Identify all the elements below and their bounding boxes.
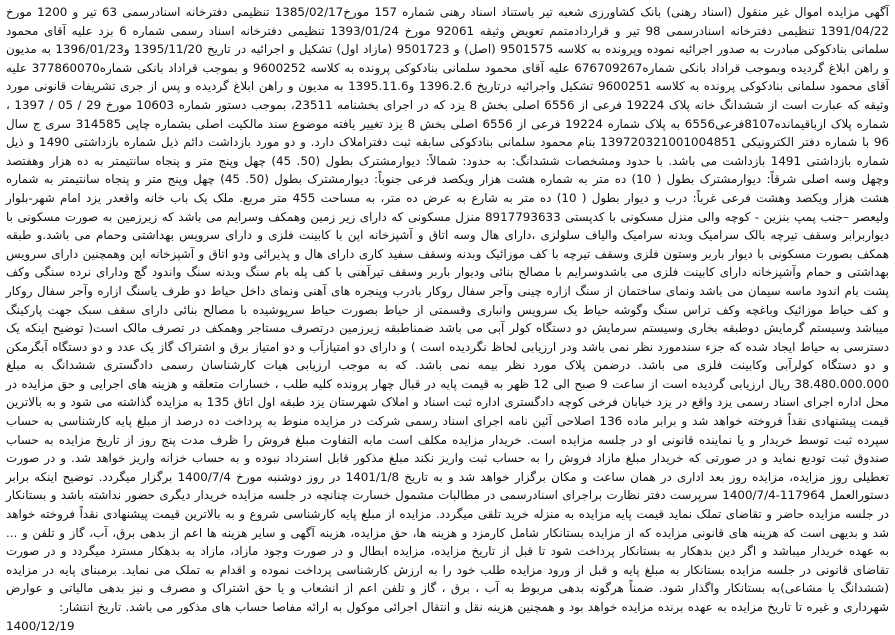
publish-date: 1400/12/19 [6, 618, 75, 633]
notice-body-text: آگهی مزایده اموال غیر منقول (اسناد رهنی) بانک کشاورزی شعبه تیر باستناد اسناد رهنی شماره 157 مورخ1385/02/17 تنظیمی دفترخانه اسنادرسمی 63 تیر و 1200 مورخ 1391/04/22 تنظیمی دفترخانه اسنادرسمی 98 تیر و قراردادمتمم تعویض وثیقه 92061 مورخ 1393/01/24 تنظیمی دفترخانه اسناد رسمی شماره 6 بزد علیه آقای محمود سلمانی بنادکوکی مبادرت به صدور اجرائیه نموده وپرونده به کلاسه 9501575 (اصل) و 9501723 (مازاد اول) تشکیل و اجرائیه در تاریخ 1395/11/20 و1396/01/23 به مدیون و راهن ابلاغ گردیده وبموجب قراداد بانکی شماره676709267 علیه آقای محمود سلمانی بنادکوکی پرونده به کلاسه 9600252 و بموجب قراداد بانکی شماره377860070 علیه آقای محمود سلمانی بنادکوکی پرونده به کلاسه 9600251 تشکیل واجرائیه درتاریخ 1396.2.6 و1395.11.6 به مدیون و راهن ابلاغ گردیده و پس از جری تشریفات قانونی مورد وثیقه که عبارت است از ششدانگ خانه پلاک 19224 فرعی از 6556 اصلی بخش 8 یزد که در اجرای بخشنامه 23511، بموجب دستور شماره 10603 مورخ 29 / 05 / 1397 ، شماره پلاک ازباقیمانده8107فرعی6556 به پلاک شماره 19224 فرعی از 6556 اصلی بخش 8 یزد تغییر یافته موضوع سند مالکیت اصلی بشماره چاپی 314585 سری ج سال 96 با شماره دفتر الکترونیکی 139720321001004851 بنام محمود سلمانی بنادکوکی سابقه ثبت دفتراملاک دارد. و دو مورد بازداشت دائم ذیل شماره بازداشتی 1490 و ذیل شماره بازداشتی 1491 بازداشت می باشد. با حدود ومشخصات ششدانگ: به حدود: شمالاً: دیوارمشترک بطول (50. 45) چهل وپنج متر و پنجاه سانتیمتر به ده هزار وهفتصد وچهل وسه اصلی شرقاً: دیوارمشترک بطول ( 10) ده متر به شماره هشت هزار ویکصد فرعی جنوباً: دیوارمشترک بطول (50. 45) چهل وپنج متر و پنجاه سانتیمتر به شماره هشت هزار ویکصد وهشت فرعی غرباً: درب و دیوار بطول ( 10) ده متر به شارع به عرض ده متر، به مساحت 455 متر مربع. ملک یک باب خانه واقعدر یزد امام شهر-بلوار ولیعصر –جنب پمپ بنزین - کوچه والی منزل مسکونی با کدپستی 8917793633 منزل مسکونی که دارای زیر زمین وهمکف وسرایم می باشد که زیرزمین به صورت مسکونی با دیواربرابر وسقف تیرچه بالک سرامیک وبدنه سرامیک والیاف سلولزی ،دارای هال وسه اتاق و آشپزخانه اپن با کابینت فلزی و دارای سرویس بهداشتی وحمام می باشد.و طبقه همکف بصورت مسکونی با دیوار باربر وستون فلزی وسقف تیرچه با کف موزائیک وبدنه وسقف سفید کاری دارای هال و پذیرائی ودو اتاق و آشپزخانه اپن وهمچنین دارای سرویس بهداشتی و حمام وآشپزخانه دارای کابینت فلزی می باشدوسرایم با مصالح بنائی ودیوار باربر وسقف تیرآهنی با کف پله بام سنگ وبدنه سنگ واندود گچ ودارای نرده سنگی وکف پشت بام اندود ماسه سیمان می باشد ونمای ساختمان از سنگ ازاره چینی وآجر سفال روکار بادرب وپنجره های آهنی ونمای داخل حیاط دو طرف یاسنگ ازاره وآجر سفال روکار و کف حیاط موزائیک وباغچه وکف تراس سنگ وگوشه حیاط یک سرویس وانباری وقسمتی از حیاط بصورت حیاط سرپوشیده با مصالح بنائی دارای سقف سبک جهت پارکینگ میباشد وسیستم گرمایش دوطبقه بخاری وسیستم سرمایش دو دستگاه کولر آبی می باشد ضمناطبقه زیرزمین درتصرف مستاجر وهمکف در تصرف مالک است( توضیح اینکه یک دسترسی به حیاط ایجاد شده که جزء سندمورد نظر نمی باشد ودر ارزیابی لحاظ نگردیده است ) و دارای دو امتیازآب و دو امتیاز برق و اشتراک گاز یک عدد و دو دستگاه آبگرمکن و دو دستگاه کولرآبی وکابینت فلزی می باشد. درضمن پلاک مورد نظر بیمه نمی باشد. که به موجب ارزیابی هیات کارشناسان رسمی دادگستری ششدانگ به مبلغ 38.480.000.000 ریال ارزیابی گردیده است از ساعت 9 صبح الی 12 ظهر به قیمت پایه در قبال چهار پرونده کلیه طلب ، خسارات متعلقه و هزینه های اجرایی و حق مزایده در محل اداره اجرای اسناد رسمی یزد واقع در یزد خیابان فرخی کوچه دادگستری اداره ثبت اسناد و املاک شهرستان یزد طبقه اول اتاق 135 به مزایده گذاشته می شود و به بالاترین قیمت پیشنهادی نقداً فروخته خواهد شد و برابر ماده 136 اصلاحی آئین نامه اجرای اسناد رسمی شرکت در مزایده منوط به پرداخت ده درصد از مبلغ پایه کارشناسی به حساب سپرده ثبت توسط خریدار و یا نماینده قانونی او در جلسه مزایده است. خریدار مزایده مکلف است مابه التفاوت مبلغ فروش را ظرف مدت پنج روز از تاریخ مزایده به حساب صندوق ثبت تودیع نماید و در صورتی که خریدار مبلغ مازاد فروش را به حساب ثبت واریز نکند مبلغ مذکور قابل استرداد نبوده و به حساب خزانه واریز خواهد شد. و در صورت تعطیلی روز مزایده، مزایده روز بعد اداری در همان ساعت و مکان برگزار خواهد شد و به تاریخ 1401/1/8 در روز دوشنبه مورخ 1400/7/4 برگزار میگردد. توضیح اینکه برابر دستورالعمل 117964-1400/7/4 سرپرست دفتر نظارت براجرای اسنادرسمی در مطالبات مشمول خسارت چنانچه در جلسه مزایده خریدار دیگری حضور نداشته باشد و بستانکار در جلسه مزایده حاضر و تقاضای تملک نماید قیمت پایه مزایده به منزله خرید تلقی میگردد. مزایده از مبلغ پایه کارشناسی شروع و به بالاترین قیمت پیشنهادی نقداً فروخته خواهد شد و بدیهی است که هزینه های قانونی مزایده که از مزایده بستانکار شامل کارمزد و هزینه ها، حق مزایده، هزینه آگهی و سایر هزینه ها اعم از بدهی برق، آب، گاز و تلفن و ... به عهده خریدار میباشد و اگر دین بدهکار به بستانکار پرداخت شود تا قبل از تاریخ مزایده، مزایده ابطال و در صورت وجود مازاد، مازاد به بدهکار مسترد میگردد و در صورت تقاضای قانونی در جلسه مزایده بستانکار به مبلغ پایه و قبل از ورود مزایده طلب خود را به ارزش کارشناسی پرداخت نموده و اقدام به تملک می نماید. برمبنای پایه در مزایده (ششدانگ یا مشاعی)به بستانکار واگذار شود. ضمناً هرگونه بدهی مربوط به آب ، برق ، گاز و تلفن اعم از انشعاب و یا حق اشتراک و مصرف و نیز بدهی مالیاتی و عوارض شهرداری و غیره تا تاریخ مزایده به عهده برنده مزایده خواهد بود و همچنین هزینه نقل و انتقال اجرائی موکول به ارائه مفاصا حساب های مذکور می باشد. تاریخ انتشار: [6, 5, 890, 614]
